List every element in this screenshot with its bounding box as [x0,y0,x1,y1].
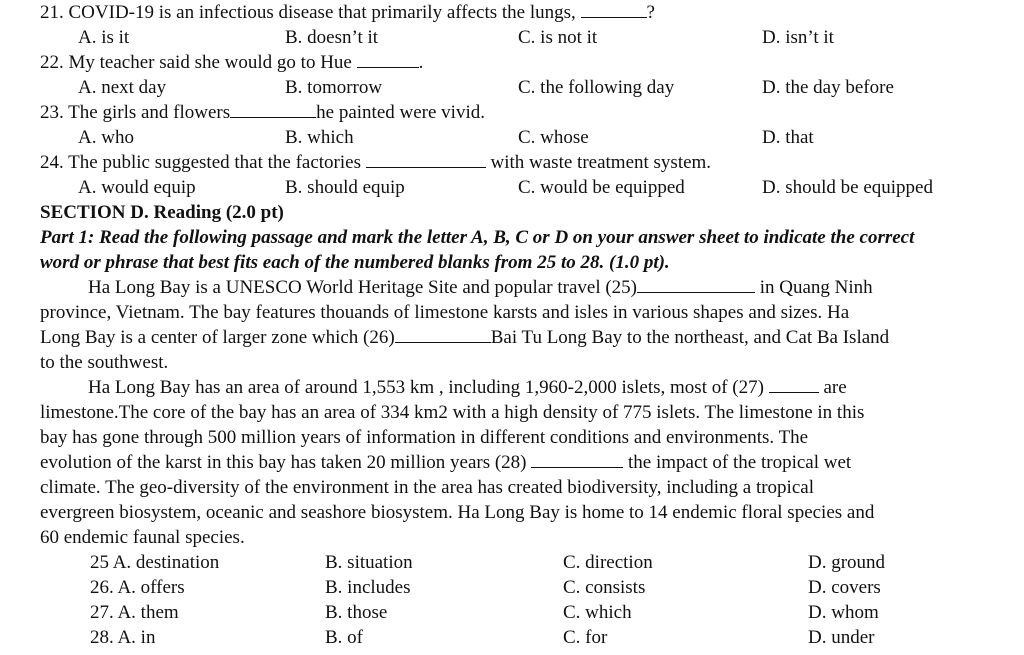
question-number: 22. [40,52,64,73]
question-stem: COVID-19 is an infectious disease that primarily affects the lungs, [68,2,576,23]
option-c: C. which [563,602,632,623]
question-stem: My teacher said she would go to Hue [68,52,352,73]
option-c: C. the following day [518,77,675,98]
answer-number: 27. [90,602,114,623]
option-b: B. includes [325,577,411,598]
option-d: D. the day before [762,77,894,98]
passage-line [40,450,851,475]
passage-line: evergreen biosystem, oceanic and seashore biosystem. Ha Long Bay is home to 14 endemic floral species and [40,502,875,523]
option-b: B. should equip [285,177,405,198]
answer-blank-26 [395,325,491,343]
option-a: A. is it [78,27,130,48]
option-d: D. isn’t it [762,27,834,48]
option-d: D. ground [808,552,886,573]
passage-text: Bai Tu Long Bay to the northeast, and Cat Ba Island [490,327,890,348]
answer-blank-27 [769,375,819,393]
option-b: B. which [285,127,354,148]
answer-blank [230,100,316,118]
question-number: 21. [40,2,64,23]
question-stem: The girls and flowers [68,102,231,123]
answer-row-28 [90,625,155,650]
question-24 [40,150,711,175]
answer-number: 25 [90,552,109,573]
answer-blank-28 [531,450,623,468]
answer-number: 28. [90,627,114,648]
passage-line: 60 endemic faunal species. [40,527,245,548]
passage-line [88,275,873,300]
answer-blank-25 [637,275,755,293]
question-stem-end: with waste treatment system. [490,152,712,173]
passage-line: province, Vietnam. The bay features thouands of limestone karsts and isles in various shapes and sizes. Ha [40,302,850,323]
passage-text: in Quang Ninh [759,277,873,298]
option-b: B. tomorrow [285,77,383,98]
option-c: C. would be equipped [518,177,685,198]
option-a: A. in [117,627,156,648]
option-c: C. direction [563,552,653,573]
passage-line: climate. The geo-diversity of the environment in the area has created biodiversity, including a tropical [40,477,814,498]
option-a: A. next day [78,77,167,98]
option-d: D. that [762,127,814,148]
answer-row-25 [90,550,219,575]
option-a: A. them [117,602,179,623]
option-a: A. would equip [78,177,196,198]
option-d: D. should be equipped [762,177,933,198]
option-c: C. for [563,627,608,648]
part-instruction-line-1: Part 1: Read the following passage and mark the letter A, B, C or D on your answer sheet to indicate the correct [40,227,915,248]
question-number: 24. [40,152,64,173]
question-stem-end: he painted were vivid. [316,102,485,123]
answer-blank [357,50,419,68]
passage-line: bay has gone through 500 million years of information in different conditions and environments. The [40,427,809,448]
question-number: 23. [40,102,64,123]
answer-row-26 [90,575,185,600]
passage-text: the impact of the tropical wet [628,452,852,473]
question-stem-end: . [418,52,424,73]
passage-line [40,325,889,350]
option-c: C. whose [518,127,589,148]
option-b: B. of [325,627,363,648]
passage-line [88,375,847,400]
answer-blank [366,150,486,168]
option-a: A. offers [117,577,185,598]
answer-row-27 [90,600,179,625]
option-c: C. is not it [518,27,598,48]
option-d: D. under [808,627,875,648]
question-stem: The public suggested that the factories [68,152,361,173]
option-d: D. covers [808,577,881,598]
option-d: D. whom [808,602,879,623]
option-b: B. those [325,602,388,623]
question-stem-end: ? [646,2,655,23]
passage-line: limestone.The core of the bay has an area of 334 km2 with a high density of 775 islets. The limestone in this [40,402,865,423]
section-title: SECTION D. Reading (2.0 pt) [40,202,284,223]
option-b: B. situation [325,552,413,573]
passage-text: evolution of the karst in this bay has taken 20 million years (28) [40,452,527,473]
option-c: C. consists [563,577,646,598]
passage-text: Long Bay is a center of larger zone which (26) [40,327,395,348]
question-22 [40,50,423,75]
passage-text: Ha Long Bay has an area of around 1,553 km , including 1,960-2,000 islets, most of (27) [88,377,764,398]
answer-number: 26. [90,577,114,598]
option-a: A. destination [112,552,220,573]
question-21 [40,0,655,25]
answer-blank [581,0,647,18]
question-23 [40,100,485,125]
passage-text: Ha Long Bay is a UNESCO World Heritage Site and popular travel (25) [88,277,637,298]
part-instruction-line-2: word or phrase that best fits each of the numbered blanks from 25 to 28. (1.0 pt). [40,252,670,273]
option-b: B. doesn’t it [285,27,379,48]
passage-text: are [823,377,847,398]
passage-line: to the southwest. [40,352,169,373]
option-a: A. who [78,127,134,148]
